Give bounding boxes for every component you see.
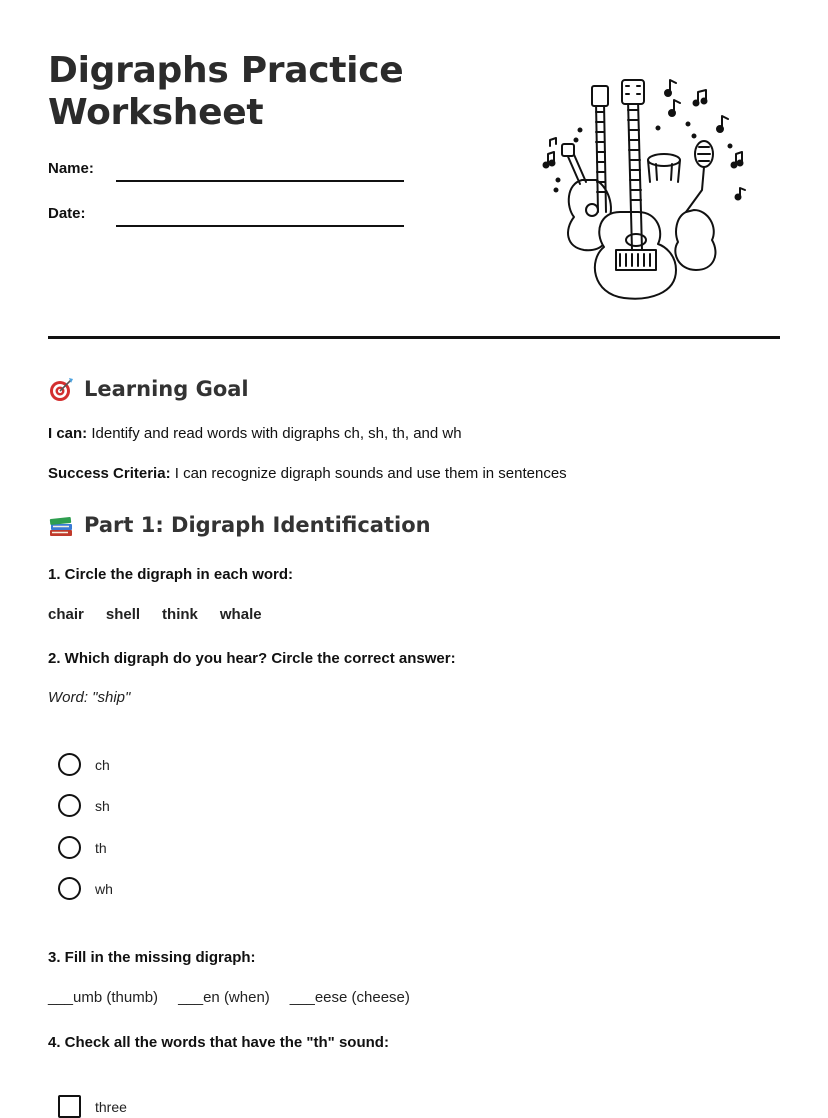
success-criteria <box>48 465 567 482</box>
date-label: Date: <box>48 205 86 222</box>
q3-item[interactable]: ___umb (thumb) <box>48 989 159 1006</box>
q2-word: Word: "ship" <box>48 689 131 706</box>
radio-button[interactable] <box>58 836 81 859</box>
name-line[interactable] <box>116 180 404 182</box>
option-label: th <box>95 839 107 856</box>
option-label: ch <box>95 756 110 773</box>
q3-item[interactable]: ___en (when) <box>178 989 270 1006</box>
q2-option-ch[interactable] <box>58 753 110 776</box>
radio-button[interactable] <box>58 794 81 817</box>
success-text: I can recognize digraph sounds and use them in sentences <box>170 465 567 482</box>
learning-goal-heading <box>48 376 249 402</box>
part1-heading <box>48 512 431 538</box>
name-label: Name: <box>48 160 94 177</box>
q1-word[interactable]: think <box>162 606 198 623</box>
i-can-text: Identify and read words with digraphs ch, sh, th, and wh <box>87 425 462 442</box>
option-label: sh <box>95 797 110 814</box>
checkbox[interactable] <box>58 1095 81 1118</box>
worksheet-title <box>48 50 403 134</box>
title-line-1: Digraphs Practice <box>48 50 404 91</box>
q1-word[interactable]: chair <box>48 606 84 623</box>
question-2: 2. Which digraph do you hear? Circle the correct answer: <box>48 650 456 667</box>
target-icon <box>48 376 74 402</box>
q1-word-list <box>48 606 262 623</box>
radio-button[interactable] <box>58 753 81 776</box>
part1-title: Part 1: Digraph Identification <box>84 513 431 537</box>
q3-item[interactable]: ___eese (cheese) <box>289 989 410 1006</box>
question-4: 4. Check all the words that have the "th" sound: <box>48 1034 389 1051</box>
q2-option-sh[interactable] <box>58 794 110 817</box>
i-can-statement <box>48 425 462 442</box>
q1-word[interactable]: shell <box>105 606 141 623</box>
option-label: three <box>95 1098 127 1115</box>
question-3: 3. Fill in the missing digraph: <box>48 949 256 966</box>
guitars-music-icon <box>536 72 756 304</box>
question-1: 1. Circle the digraph in each word: <box>48 566 294 583</box>
q3-fill-items <box>48 989 410 1006</box>
i-can-label: I can: <box>48 425 88 442</box>
header-divider <box>48 336 780 339</box>
learning-goal-title: Learning Goal <box>84 377 249 401</box>
q2-option-wh[interactable] <box>58 877 113 900</box>
q1-word[interactable]: whale <box>219 606 262 623</box>
success-label: Success Criteria: <box>48 465 171 482</box>
q4-option-three[interactable] <box>58 1095 127 1118</box>
title-line-2: Worksheet <box>48 92 264 133</box>
books-icon <box>48 512 74 538</box>
date-line[interactable] <box>116 225 404 227</box>
option-label: wh <box>95 880 113 897</box>
radio-button[interactable] <box>58 877 81 900</box>
q2-option-th[interactable] <box>58 836 107 859</box>
